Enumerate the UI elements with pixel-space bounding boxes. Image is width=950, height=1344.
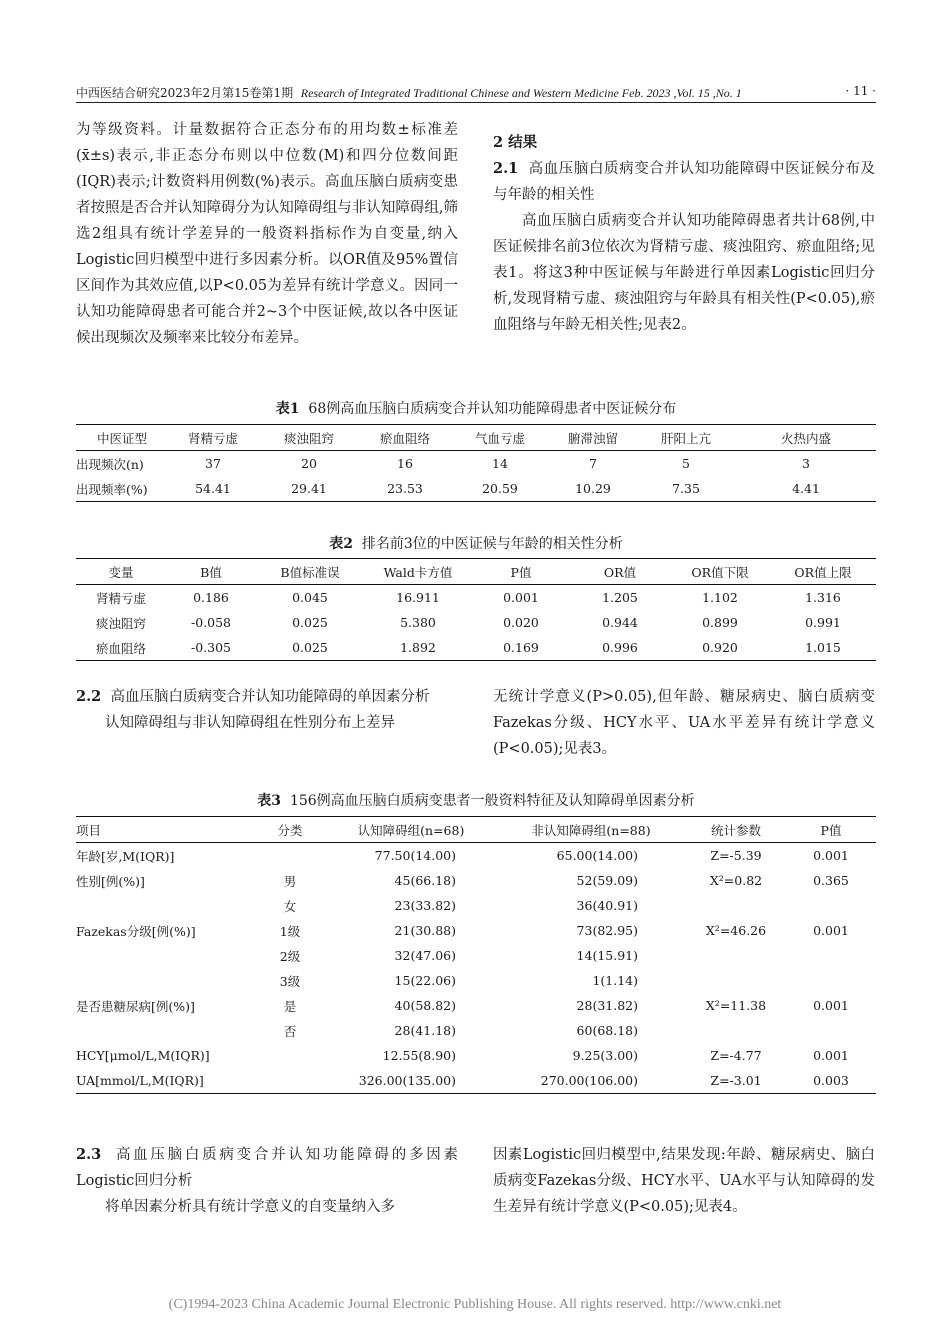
table3-header: 统计参数 — [710, 822, 761, 838]
table-row: 是否患糖尿病[例(%)] 是 40(58.82) 28(31.82) X²=11.38 0.001 — [76, 998, 849, 1014]
table-row: 否 28(41.18) 60(68.18) — [283, 1023, 638, 1039]
table1-header: 痰浊阻窍 — [283, 430, 334, 446]
table3-header: 项目 — [76, 822, 102, 838]
table-row: 2级 32(47.06) 14(15.91) — [279, 948, 638, 964]
section-2-3-left: 2.3 高血压脑白质病变合并认知功能障碍的多因素Logistic回归分析 将单因素分析具有统计学意义的自变量纳入多 — [76, 1142, 458, 1220]
table1-header: 中医证型 — [96, 430, 147, 446]
table-row: 出现频率(%) 54.41 29.41 23.53 20.59 10.29 7.35 4.41 — [76, 476, 876, 502]
table1-header: 瘀血阻络 — [379, 430, 430, 446]
table1-header: 腑滞浊留 — [567, 430, 618, 446]
subsection-heading-2-1: 2.1 高血压脑白质病变合并认知功能障碍中医证候分布及与年龄的相关性 — [493, 160, 875, 203]
table2-header: B值 — [200, 564, 222, 580]
table2-header: OR值下限 — [691, 564, 749, 580]
table2-header: Wald卡方值 — [383, 564, 453, 580]
table2-header: OR值 — [603, 564, 637, 580]
table1-header: 肾精亏虚 — [187, 430, 238, 446]
table-row: Fazekas分级[例(%)] 1级 21(30.88) 73(82.95) X²=46.26 0.001 — [76, 923, 849, 939]
page-number: · 11 · — [845, 84, 876, 98]
table2-header: B值标准误 — [280, 564, 340, 580]
table2-caption: 表2 排名前3位的中医证候与年龄的相关性分析 — [329, 536, 623, 552]
table-row: 肾精亏虚 0.186 0.045 16.911 0.001 1.205 1.102 1.316 — [95, 590, 841, 606]
table1-header: 肝阳上亢 — [660, 430, 711, 446]
subsection-heading-2-3: 2.3 高血压脑白质病变合并认知功能障碍的多因素Logistic回归分析 — [76, 1146, 459, 1189]
copyright-footer: (C)1994-2023 China Academic Journal Electronic Publishing House. All rights reserved. http://www.cnki.net — [168, 1297, 782, 1312]
results-intro — [493, 130, 875, 338]
table2 — [76, 558, 876, 661]
journal-header: 中西医结合研究2023年2月第15卷第1期 Research of Integrated Traditional Chinese and Western Medicine Feb. 2023 ,Vol. 15 ,No. 1 — [76, 86, 742, 100]
table1-header: 气血亏虚 — [474, 430, 525, 446]
table-row: 年龄[岁,M(IQR)] 77.50(14.00) 65.00(14.00) Z=-5.39 0.001 — [76, 848, 849, 864]
table3-header: P值 — [820, 822, 842, 838]
table-row: 女 23(33.82) 36(40.91) — [283, 898, 638, 914]
table-row: HCY[μmol/L,M(IQR)] 12.55(8.90) 9.25(3.00) Z=-4.77 0.001 — [76, 1048, 849, 1063]
section-heading-results: 2 结果 — [493, 134, 538, 151]
table2-header: OR值上限 — [794, 564, 852, 580]
table3-header: 分类 — [277, 822, 303, 838]
table3-caption: 表3 156例高血压脑白质病变患者一般资料特征及认知障碍单因素分析 — [257, 793, 695, 809]
subsection-heading-2-2: 2.2 高血压脑白质病变合并认知功能障碍的单因素分析 — [76, 688, 430, 705]
table1-header: 火热内盛 — [780, 430, 831, 446]
section-2-2-right: 无统计学意义(P>0.05),但年龄、糖尿病史、脑白质病变Fazekas分级、HCY水平、UA水平差异有统计学意义(P<0.05);见表3。 — [493, 689, 875, 757]
results-paragraph: 高血压脑白质病变合并认知功能障碍患者共计68例,中医证候排名前3位依次为肾精亏虚、痰浊阻窍、瘀血阻络;见表1。将这3种中医证候与年龄进行单因素Logistic回归分析,发现肾精亏虚、痰浊阻窍与年龄具有相关性(P<0.05),瘀血阻络与年龄无相关性;见表2。 — [493, 213, 875, 333]
table-row: 3级 15(22.06) 1(1.14) — [279, 973, 638, 989]
table1-caption: 表1 68例高血压脑白质病变合并认知功能障碍患者中医证候分布 — [275, 401, 677, 417]
table1 — [76, 424, 876, 502]
section-2-2-left: 2.2 高血压脑白质病变合并认知功能障碍的单因素分析 认知障碍组与非认知障碍组在性别分布上差异 — [76, 684, 458, 736]
table-row: 瘀血阻络 -0.305 0.025 1.892 0.169 0.996 0.920 1.015 — [76, 635, 876, 661]
table3-header: 认知障碍组(n=68) — [357, 822, 465, 838]
table3 — [76, 816, 876, 1094]
table2-header: P值 — [510, 564, 532, 580]
table-row: 性别[例(%)] 男 45(66.18) 52(59.09) X²=0.82 0.365 — [76, 873, 849, 889]
table-row: UA[mmol/L,M(IQR)] 326.00(135.00) 270.00(106.00) Z=-3.01 0.003 — [76, 1068, 876, 1094]
section-2-3-right: 因素Logistic回归模型中,结果发现:年龄、糖尿病史、脑白质病变Fazekas分级、HCY水平、UA水平与认知障碍的发生差异有统计学意义(P<0.05);见表4。 — [493, 1147, 875, 1215]
table-row: 痰浊阻窍 -0.058 0.025 5.380 0.020 0.944 0.899 0.991 — [95, 615, 841, 631]
table2-header: 变量 — [108, 564, 134, 580]
table-row: 出现频次(n) 37 20 16 14 7 5 3 — [76, 456, 810, 472]
methods-text: 为等级资料。计量数据符合正态分布的用均数±标准差(x̄±s)表示,非正态分布则以中位数(M)和四分位数间距(IQR)表示;计数资料用例数(%)表示。高血压脑白质病变患者按照是否合并认知障碍分为认知障碍组与非认知障碍组,筛选2组具有统计学差异的一般资料指标作为自变量,纳入Logistic回归模型中进行多因素分析。以OR值及95%置信区间作为其效应值,以P<0.05为差异有统计学意义。因同一认知功能障碍患者可能合并2~3个中医证候,故以各中医证候出现频次及频率来比较分布差异。 — [76, 122, 458, 346]
running-header — [76, 82, 876, 103]
table3-header: 非认知障碍组(n=88) — [531, 822, 651, 838]
